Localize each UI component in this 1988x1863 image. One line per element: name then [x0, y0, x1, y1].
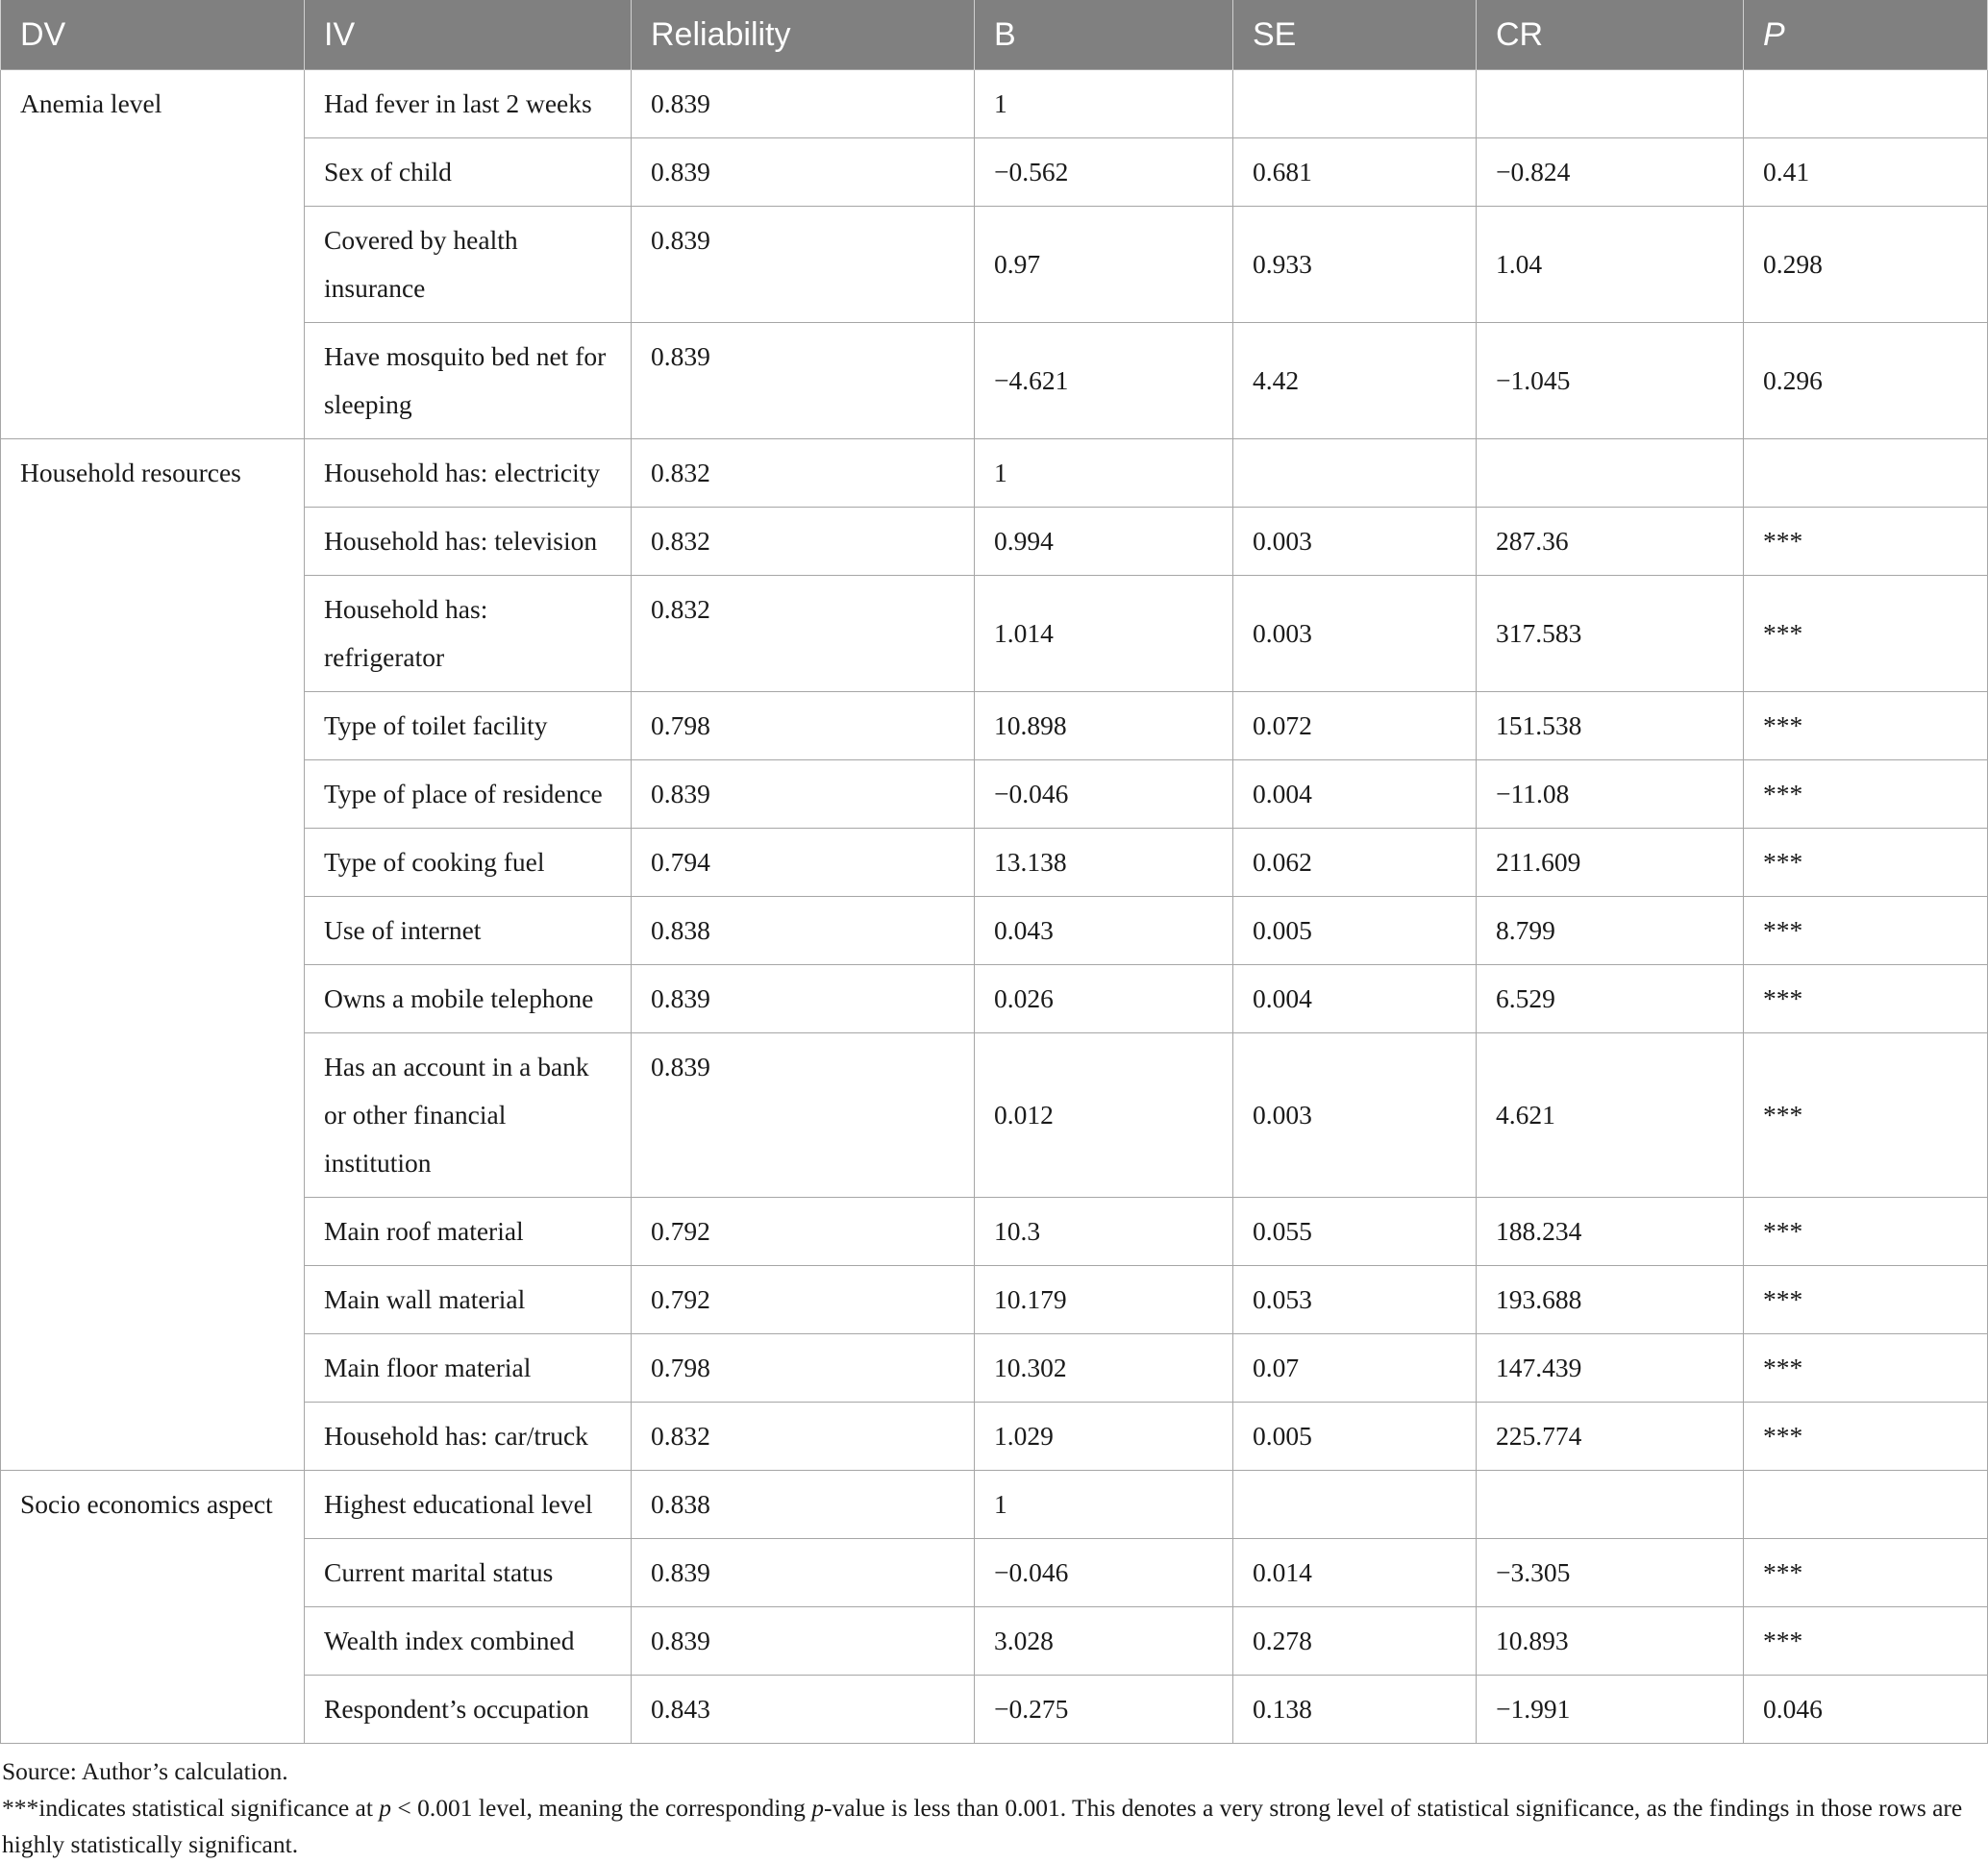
p-cell: *** [1744, 1607, 1988, 1676]
reliability-cell: 0.839 [632, 70, 975, 138]
iv-cell: Wealth index combined [305, 1607, 632, 1676]
p-symbol: p [811, 1794, 824, 1822]
significance-note [2, 1790, 1982, 1863]
se-cell [1233, 1471, 1477, 1539]
header-p: P [1744, 0, 1988, 70]
iv-cell: Had fever in last 2 weeks [305, 70, 632, 138]
p-cell: *** [1744, 1334, 1988, 1403]
reliability-cell: 0.832 [632, 439, 975, 508]
p-cell: 0.046 [1744, 1676, 1988, 1744]
reliability-cell: 0.839 [632, 323, 975, 439]
p-cell [1744, 70, 1988, 138]
se-cell: 0.278 [1233, 1607, 1477, 1676]
p-cell: 0.296 [1744, 323, 1988, 439]
table-header [1, 0, 1988, 70]
b-cell: 0.012 [975, 1033, 1233, 1198]
p-cell: *** [1744, 576, 1988, 692]
header-reliability: Reliability [632, 0, 975, 70]
p-cell: *** [1744, 829, 1988, 897]
cr-cell: 1.04 [1477, 207, 1744, 323]
cr-cell: 225.774 [1477, 1403, 1744, 1471]
iv-cell: Household has: electricity [305, 439, 632, 508]
p-cell: *** [1744, 692, 1988, 760]
se-cell: 0.003 [1233, 576, 1477, 692]
cr-cell: −0.824 [1477, 138, 1744, 207]
cr-cell [1477, 1471, 1744, 1539]
reliability-cell: 0.798 [632, 1334, 975, 1403]
reliability-cell: 0.839 [632, 760, 975, 829]
se-cell [1233, 439, 1477, 508]
p-cell: *** [1744, 508, 1988, 576]
iv-cell: Household has: car/truck [305, 1403, 632, 1471]
p-cell: *** [1744, 965, 1988, 1033]
cr-cell [1477, 70, 1744, 138]
reliability-cell: 0.832 [632, 1403, 975, 1471]
p-cell [1744, 1471, 1988, 1539]
cr-cell: 317.583 [1477, 576, 1744, 692]
b-cell: −0.046 [975, 760, 1233, 829]
cr-cell: −11.08 [1477, 760, 1744, 829]
reliability-cell: 0.838 [632, 1471, 975, 1539]
header-b: B [975, 0, 1233, 70]
b-cell: −4.621 [975, 323, 1233, 439]
table-notes [0, 1744, 1982, 1863]
table-row [1, 70, 1988, 138]
b-cell: −0.275 [975, 1676, 1233, 1744]
b-cell: 13.138 [975, 829, 1233, 897]
se-cell [1233, 70, 1477, 138]
reliability-cell: 0.839 [632, 1033, 975, 1198]
iv-cell: Respondent’s occupation [305, 1676, 632, 1744]
se-cell: 0.055 [1233, 1198, 1477, 1266]
reliability-cell: 0.838 [632, 897, 975, 965]
cr-cell: 4.621 [1477, 1033, 1744, 1198]
iv-cell: Type of toilet facility [305, 692, 632, 760]
cr-cell: 211.609 [1477, 829, 1744, 897]
se-cell: 0.005 [1233, 897, 1477, 965]
iv-cell: Highest educational level [305, 1471, 632, 1539]
header-cr: CR [1477, 0, 1744, 70]
se-cell: 0.07 [1233, 1334, 1477, 1403]
reliability-cell: 0.839 [632, 965, 975, 1033]
se-cell: 0.062 [1233, 829, 1477, 897]
b-cell: −0.562 [975, 138, 1233, 207]
p-symbol: p [379, 1794, 392, 1822]
reliability-cell: 0.792 [632, 1266, 975, 1334]
iv-cell: Household has: refrigerator [305, 576, 632, 692]
dv-cell: Socio economics aspect [1, 1471, 305, 1744]
significance-note-part: ***indicates statistical significance at [2, 1794, 380, 1822]
cr-cell: −3.305 [1477, 1539, 1744, 1607]
reliability-cell: 0.839 [632, 1539, 975, 1607]
table-row [1, 439, 1988, 508]
cr-cell: −1.991 [1477, 1676, 1744, 1744]
table-row [1, 1471, 1988, 1539]
se-cell: 0.072 [1233, 692, 1477, 760]
iv-cell: Type of cooking fuel [305, 829, 632, 897]
b-cell: 1 [975, 439, 1233, 508]
cr-cell: 6.529 [1477, 965, 1744, 1033]
p-cell: *** [1744, 1198, 1988, 1266]
p-cell: 0.298 [1744, 207, 1988, 323]
iv-cell: Type of place of residence [305, 760, 632, 829]
cr-cell: 8.799 [1477, 897, 1744, 965]
se-cell: 0.681 [1233, 138, 1477, 207]
cr-cell [1477, 439, 1744, 508]
b-cell: 3.028 [975, 1607, 1233, 1676]
p-cell [1744, 439, 1988, 508]
cr-cell: 151.538 [1477, 692, 1744, 760]
cr-cell: 10.893 [1477, 1607, 1744, 1676]
source-note: Source: Author’s calculation. [2, 1757, 288, 1785]
b-cell: 0.97 [975, 207, 1233, 323]
header-iv: IV [305, 0, 632, 70]
reliability-cell: 0.839 [632, 138, 975, 207]
se-cell: 0.138 [1233, 1676, 1477, 1744]
b-cell: 10.3 [975, 1198, 1233, 1266]
iv-cell: Sex of child [305, 138, 632, 207]
iv-cell: Covered by health insurance [305, 207, 632, 323]
iv-cell: Use of internet [305, 897, 632, 965]
reliability-cell: 0.843 [632, 1676, 975, 1744]
reliability-cell: 0.798 [632, 692, 975, 760]
header-row [1, 0, 1988, 70]
p-cell: *** [1744, 1403, 1988, 1471]
p-cell: *** [1744, 1033, 1988, 1198]
cr-cell: −1.045 [1477, 323, 1744, 439]
p-cell: *** [1744, 1266, 1988, 1334]
iv-cell: Current marital status [305, 1539, 632, 1607]
b-cell: 1 [975, 1471, 1233, 1539]
header-se: SE [1233, 0, 1477, 70]
iv-cell: Has an account in a bank or other financial institution [305, 1033, 632, 1198]
iv-cell: Owns a mobile telephone [305, 965, 632, 1033]
reliability-cell: 0.832 [632, 576, 975, 692]
b-cell: 1.029 [975, 1403, 1233, 1471]
se-cell: 0.053 [1233, 1266, 1477, 1334]
b-cell: 10.898 [975, 692, 1233, 760]
cr-cell: 147.439 [1477, 1334, 1744, 1403]
p-cell: 0.41 [1744, 138, 1988, 207]
header-dv: DV [1, 0, 305, 70]
significance-note-part: -value is less than 0.001. This denotes a very strong level of statistical significance, as the findings in those rows are highly statistically significant. [2, 1794, 1963, 1858]
se-cell: 0.014 [1233, 1539, 1477, 1607]
se-cell: 0.003 [1233, 508, 1477, 576]
p-cell: *** [1744, 897, 1988, 965]
reliability-cell: 0.792 [632, 1198, 975, 1266]
dv-cell: Household resources [1, 439, 305, 1471]
iv-cell: Main roof material [305, 1198, 632, 1266]
iv-cell: Main floor material [305, 1334, 632, 1403]
cr-cell: 193.688 [1477, 1266, 1744, 1334]
se-cell: 0.005 [1233, 1403, 1477, 1471]
table-body [1, 70, 1988, 1744]
b-cell: 1 [975, 70, 1233, 138]
se-cell: 0.003 [1233, 1033, 1477, 1198]
b-cell: 1.014 [975, 576, 1233, 692]
se-cell: 4.42 [1233, 323, 1477, 439]
b-cell: 0.043 [975, 897, 1233, 965]
reliability-cell: 0.794 [632, 829, 975, 897]
significance-note-part: < 0.001 level, meaning the corresponding [391, 1794, 812, 1822]
b-cell: 10.302 [975, 1334, 1233, 1403]
b-cell: −0.046 [975, 1539, 1233, 1607]
iv-cell: Main wall material [305, 1266, 632, 1334]
b-cell: 0.994 [975, 508, 1233, 576]
se-cell: 0.004 [1233, 760, 1477, 829]
cr-cell: 287.36 [1477, 508, 1744, 576]
b-cell: 0.026 [975, 965, 1233, 1033]
dv-cell: Anemia level [1, 70, 305, 439]
reliability-cell: 0.832 [632, 508, 975, 576]
p-cell: *** [1744, 1539, 1988, 1607]
reliability-cell: 0.839 [632, 207, 975, 323]
se-cell: 0.004 [1233, 965, 1477, 1033]
iv-cell: Household has: television [305, 508, 632, 576]
se-cell: 0.933 [1233, 207, 1477, 323]
b-cell: 10.179 [975, 1266, 1233, 1334]
p-cell: *** [1744, 760, 1988, 829]
cr-cell: 188.234 [1477, 1198, 1744, 1266]
iv-cell: Have mosquito bed net for sleeping [305, 323, 632, 439]
reliability-cell: 0.839 [632, 1607, 975, 1676]
